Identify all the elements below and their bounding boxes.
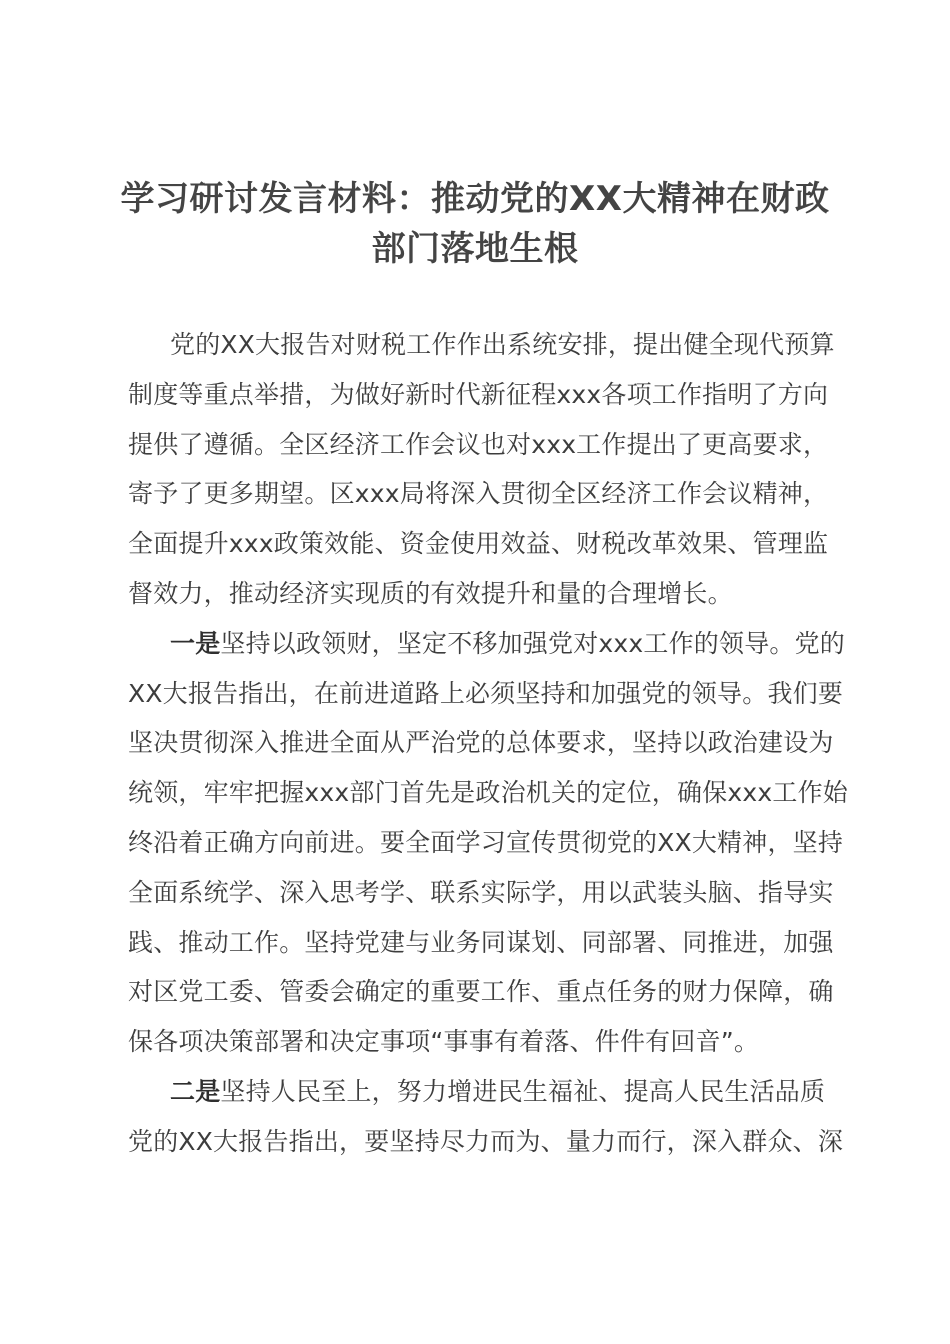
paragraph-point-two <box>128 1067 858 1167</box>
point-lead: 二是 <box>170 1076 221 1106</box>
paragraph-line: 保各项决策部署和决定事项“事事有着落、件件有回音”。 <box>128 1027 760 1057</box>
paragraph-line: 统领，牢牢把握xxx部门首先是政治机关的定位，确保xxx工作始 <box>128 778 848 808</box>
paragraph-line: 寄予了更多期望。区xxx局将深入贯彻全区经济工作会议精神， <box>128 479 829 509</box>
paragraph-line: 全面系统学、深入思考学、联系实际学，用以武装头脑、指导实 <box>128 877 834 907</box>
point-lead: 一是 <box>170 628 221 658</box>
paragraph-line: XX大报告指出，在前进道路上必须坚持和加强党的领导。我们要 <box>128 678 844 708</box>
paragraph-first-line <box>128 619 858 669</box>
document-body <box>128 320 858 1167</box>
paragraph-first-line <box>128 1067 858 1117</box>
paragraph-line: 坚决贯彻深入推进全面从严治党的总体要求，坚持以政治建设为 <box>128 728 834 758</box>
title-line-1: 学习研讨发言材料：推动党的XX大精神在财政 <box>120 179 830 219</box>
document-title <box>120 174 830 274</box>
paragraph-line: 党的XX大报告对财税工作作出系统安排，提出健全现代预算 <box>170 330 835 359</box>
paragraph-intro <box>128 320 858 619</box>
paragraph-line: 制度等重点举措，为做好新时代新征程xxx各项工作指明了方向 <box>128 379 829 409</box>
paragraph-line-text: 坚持人民至上，努力增进民生福祉、提高人民生活品质 <box>220 1076 826 1106</box>
paragraph-line: 终沿着正确方向前进。要全面学习宣传贯彻党的XX大精神，坚持 <box>128 827 844 857</box>
paragraph-line: 全面提升xxx政策效能、资金使用效益、财税改革效果、管理监 <box>128 529 829 559</box>
paragraph-line: 党的XX大报告指出，要坚持尽力而为、量力而行，深入群众、深 <box>128 1126 844 1156</box>
paragraph-line: 督效力，推动经济实现质的有效提升和量的合理增长。 <box>128 578 733 608</box>
paragraph-line: 提供了遵循。全区经济工作会议也对xxx工作提出了更高要求， <box>128 429 829 459</box>
paragraph-line-text: 坚持以政领财，坚定不移加强党对xxx工作的领导。党的 <box>220 628 845 658</box>
paragraph-line: 践、推动工作。坚持党建与业务同谋划、同部署、同推进，加强 <box>128 927 834 957</box>
title-line-2: 部门落地生根 <box>371 229 579 269</box>
paragraph-point-one <box>128 619 858 1067</box>
paragraph-line: 对区党工委、管委会确定的重要工作、重点任务的财力保障，确 <box>128 977 834 1007</box>
